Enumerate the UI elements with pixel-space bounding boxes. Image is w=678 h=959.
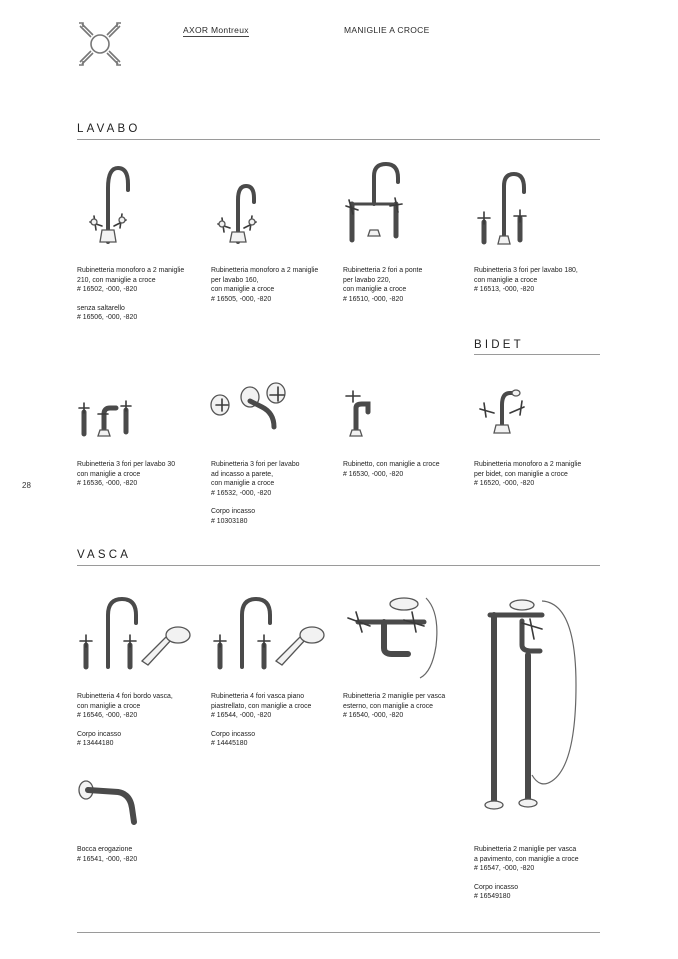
two-handle-basin-mixer-160-icon <box>212 180 267 248</box>
product-caption: Rubinetteria 4 fori vasca piano piastrellato, con maniglie a croce # 16544, -000, -820 Corpo incasso # 14445180 <box>211 693 312 748</box>
two-handle-basin-mixer-210-icon <box>80 160 140 250</box>
product-caption: Rubinetteria monoforo a 2 maniglie 210, con maniglie a croce # 16502, -000, -820 senza saltarello # 16506, -000, -820 <box>77 267 185 322</box>
page-number: 28 <box>22 481 31 490</box>
section-name: MANIGLIE A CROCE <box>344 25 430 35</box>
product-caption: Rubinetteria monoforo a 2 maniglie per bidet, con maniglie a croce # 16520, -000, -820 <box>474 461 582 488</box>
product-caption: Rubinetteria 2 fori a ponte per lavabo 220, con maniglie a croce # 16510, -000, -820 <box>343 267 423 303</box>
product-caption: Rubinetteria monoforo a 2 maniglie per lavabo 160, con maniglie a croce # 16505, -000, -820 <box>211 267 319 303</box>
product-caption: Rubinetteria 2 maniglie per vasca esterno, con maniglie a croce # 16540, -000, -820 <box>343 693 446 720</box>
product-caption: Bocca erogazione # 16541, -000, -820 <box>77 846 138 863</box>
three-hole-basin-mixer-180-icon <box>476 170 536 248</box>
four-hole-tile-bath-mixer-icon <box>212 595 330 673</box>
section-rule <box>77 139 600 140</box>
product-caption: Rubinetteria 2 maniglie per vasca a pavimento, con maniglie a croce # 16547, -000, -820 Corpo incasso # 16549180 <box>474 846 579 901</box>
section-rule <box>474 354 600 355</box>
exposed-bath-mixer-icon <box>344 592 444 682</box>
footer-rule <box>77 932 600 933</box>
bath-spout-icon <box>78 778 138 828</box>
product-caption: Rubinetteria 3 fori per lavabo 180, con maniglie a croce # 16513, -000, -820 <box>474 267 578 294</box>
three-hole-basin-mixer-30-icon <box>78 398 133 438</box>
section-title-bidet: BIDET <box>474 339 524 351</box>
four-hole-rim-bath-mixer-icon <box>78 595 196 673</box>
bidet-mixer-icon <box>476 385 534 437</box>
section-title-lavabo: LAVABO <box>77 123 141 135</box>
section-title-vasca: VASCA <box>77 549 132 561</box>
floor-standing-bath-mixer-icon <box>482 595 582 815</box>
product-caption: Rubinetto, con maniglie a croce # 16530, -000, -820 <box>343 461 440 478</box>
section-rule <box>77 565 600 566</box>
product-caption: Rubinetteria 4 fori bordo vasca, con maniglie a croce # 16546, -000, -820 Corpo incasso # 13444180 <box>77 693 173 748</box>
wall-mounted-basin-mixer-icon <box>208 383 293 433</box>
bridge-basin-mixer-icon <box>344 160 404 245</box>
product-caption: Rubinetteria 3 fori per lavabo 30 con maniglie a croce # 16536, -000, -820 <box>77 461 176 488</box>
single-tap-icon <box>344 390 374 438</box>
brand-name[interactable]: AXOR Montreux <box>183 25 249 35</box>
product-caption: Rubinetteria 3 fori per lavabo ad incasso a parete, con maniglie a croce # 16532, -000, -820 Corpo incasso # 10303180 <box>211 461 300 525</box>
cross-handle-icon <box>76 20 124 68</box>
